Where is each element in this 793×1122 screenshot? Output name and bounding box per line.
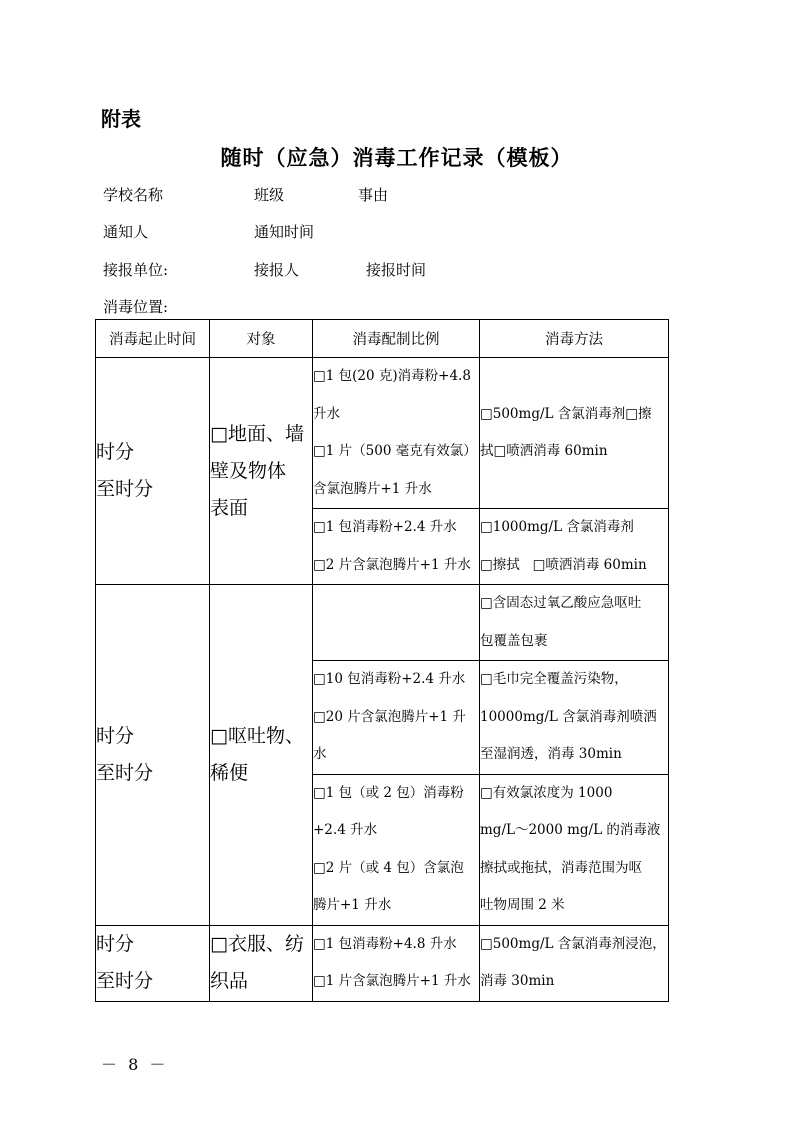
object-line: □呕吐物、 <box>210 724 304 747</box>
ratio-line: □20 片含氯泡腾片+1 升 <box>313 708 466 725</box>
ratio-line: 水 <box>313 746 327 762</box>
method-cell <box>480 358 669 509</box>
method-line: 至湿润透，消毒 30min <box>480 746 622 762</box>
method-line: □有效氯浓度为 1000 <box>480 784 613 801</box>
object-line: 壁及物体 <box>210 459 287 482</box>
appendix-label: 附表 <box>101 107 141 131</box>
time-start: 时分 <box>96 441 135 463</box>
ratio-line: □1 片（500 毫克有效氯） <box>313 443 477 459</box>
ratio-cell <box>313 774 480 925</box>
table-header-row <box>96 320 669 358</box>
field-notify-time: 通知时间 <box>254 223 315 241</box>
time-cell <box>96 925 210 1001</box>
method-line: □500mg/L 含氯消毒剂□擦 <box>480 405 652 422</box>
method-line: □擦拭 □喷洒消毒 60min <box>480 556 647 573</box>
method-line: 拭□喷洒消毒 60min <box>480 443 608 459</box>
ratio-line: 含氯泡腾片+1 升水 <box>313 480 432 497</box>
ratio-line: □1 包消毒粉+2.4 升水 <box>313 519 457 535</box>
header-time: 消毒起止时间 <box>96 320 210 358</box>
ratio-cell <box>313 925 480 1001</box>
ratio-line: □1 包消毒粉+4.8 升水 <box>313 935 457 952</box>
ratio-line: 腾片+1 升水 <box>313 897 392 913</box>
field-reason: 事由 <box>358 186 389 204</box>
time-cell <box>96 585 210 926</box>
header-object: 对象 <box>210 320 313 358</box>
object-line: □地面、墙 <box>210 422 304 445</box>
method-line: 10000mg/L 含氯消毒剂喷洒 <box>480 708 657 725</box>
ratio-line: □10 包消毒粉+2.4 升水 <box>313 671 466 687</box>
method-line: □毛巾完全覆盖污染物， <box>480 671 628 687</box>
ratio-line: □1 包（或 2 包）消毒粉 <box>313 784 464 801</box>
ratio-line: □1 包(20 克)消毒粉+4.8 <box>313 368 471 384</box>
ratio-cell <box>313 509 480 585</box>
method-line: 擦拭或拖拭，消毒范围为呕 <box>480 859 642 876</box>
method-line: 包覆盖包裹 <box>480 632 548 649</box>
ratio-line: 升水 <box>313 405 340 422</box>
table-row <box>96 925 669 1001</box>
object-line: □衣服、纺 <box>210 933 304 955</box>
disinfection-record-table <box>95 319 669 1002</box>
ratio-line: +2.4 升水 <box>313 822 378 838</box>
field-notifier: 通知人 <box>103 223 149 241</box>
field-location: 消毒位置: <box>103 298 169 316</box>
method-line: □500mg/L 含氯消毒剂浸泡， <box>480 935 666 952</box>
object-cell <box>210 358 313 585</box>
object-line: 织品 <box>210 970 249 992</box>
field-class: 班级 <box>254 186 285 204</box>
method-line: □1000mg/L 含氯消毒剂 <box>480 519 634 535</box>
time-start: 时分 <box>96 933 135 955</box>
table-row <box>96 358 669 509</box>
ratio-cell-empty <box>313 585 480 661</box>
field-school-name: 学校名称 <box>103 186 164 204</box>
time-start: 时分 <box>96 724 135 747</box>
field-receiver: 接报人 <box>254 261 300 279</box>
method-line: 吐物周围 2 米 <box>480 897 565 913</box>
time-end: 至时分 <box>96 478 154 500</box>
page-title: 随时（应急）消毒工作记录（模板） <box>220 145 573 170</box>
field-receive-time: 接报时间 <box>366 261 427 279</box>
ratio-line: □2 片（或 4 包）含氯泡 <box>313 859 464 876</box>
object-line: 稀便 <box>210 761 249 784</box>
ratio-line: □1 片含氯泡腾片+1 升水 <box>313 973 471 989</box>
time-end: 至时分 <box>96 761 154 784</box>
header-ratio: 消毒配制比例 <box>313 320 480 358</box>
object-line: 表面 <box>210 496 249 519</box>
method-cell <box>480 585 669 661</box>
table-row <box>96 585 669 661</box>
ratio-cell <box>313 358 480 509</box>
method-cell <box>480 661 669 775</box>
method-cell <box>480 509 669 585</box>
ratio-line: □2 片含氯泡腾片+1 升水 <box>313 556 471 573</box>
field-receiving-unit: 接报单位: <box>103 261 169 279</box>
method-cell <box>480 925 669 1001</box>
ratio-cell <box>313 661 480 775</box>
page-number: － 8 － <box>101 1055 169 1074</box>
method-line: mg/L～2000 mg/L 的消毒液 <box>480 822 661 838</box>
time-end: 至时分 <box>96 970 154 992</box>
method-cell <box>480 774 669 925</box>
object-cell <box>210 585 313 926</box>
method-line: 消毒 30min <box>480 973 555 989</box>
time-cell <box>96 358 210 585</box>
object-cell <box>210 925 313 1001</box>
header-method: 消毒方法 <box>480 320 669 358</box>
method-line: □含固态过氧乙酸应急呕吐 <box>480 595 642 611</box>
